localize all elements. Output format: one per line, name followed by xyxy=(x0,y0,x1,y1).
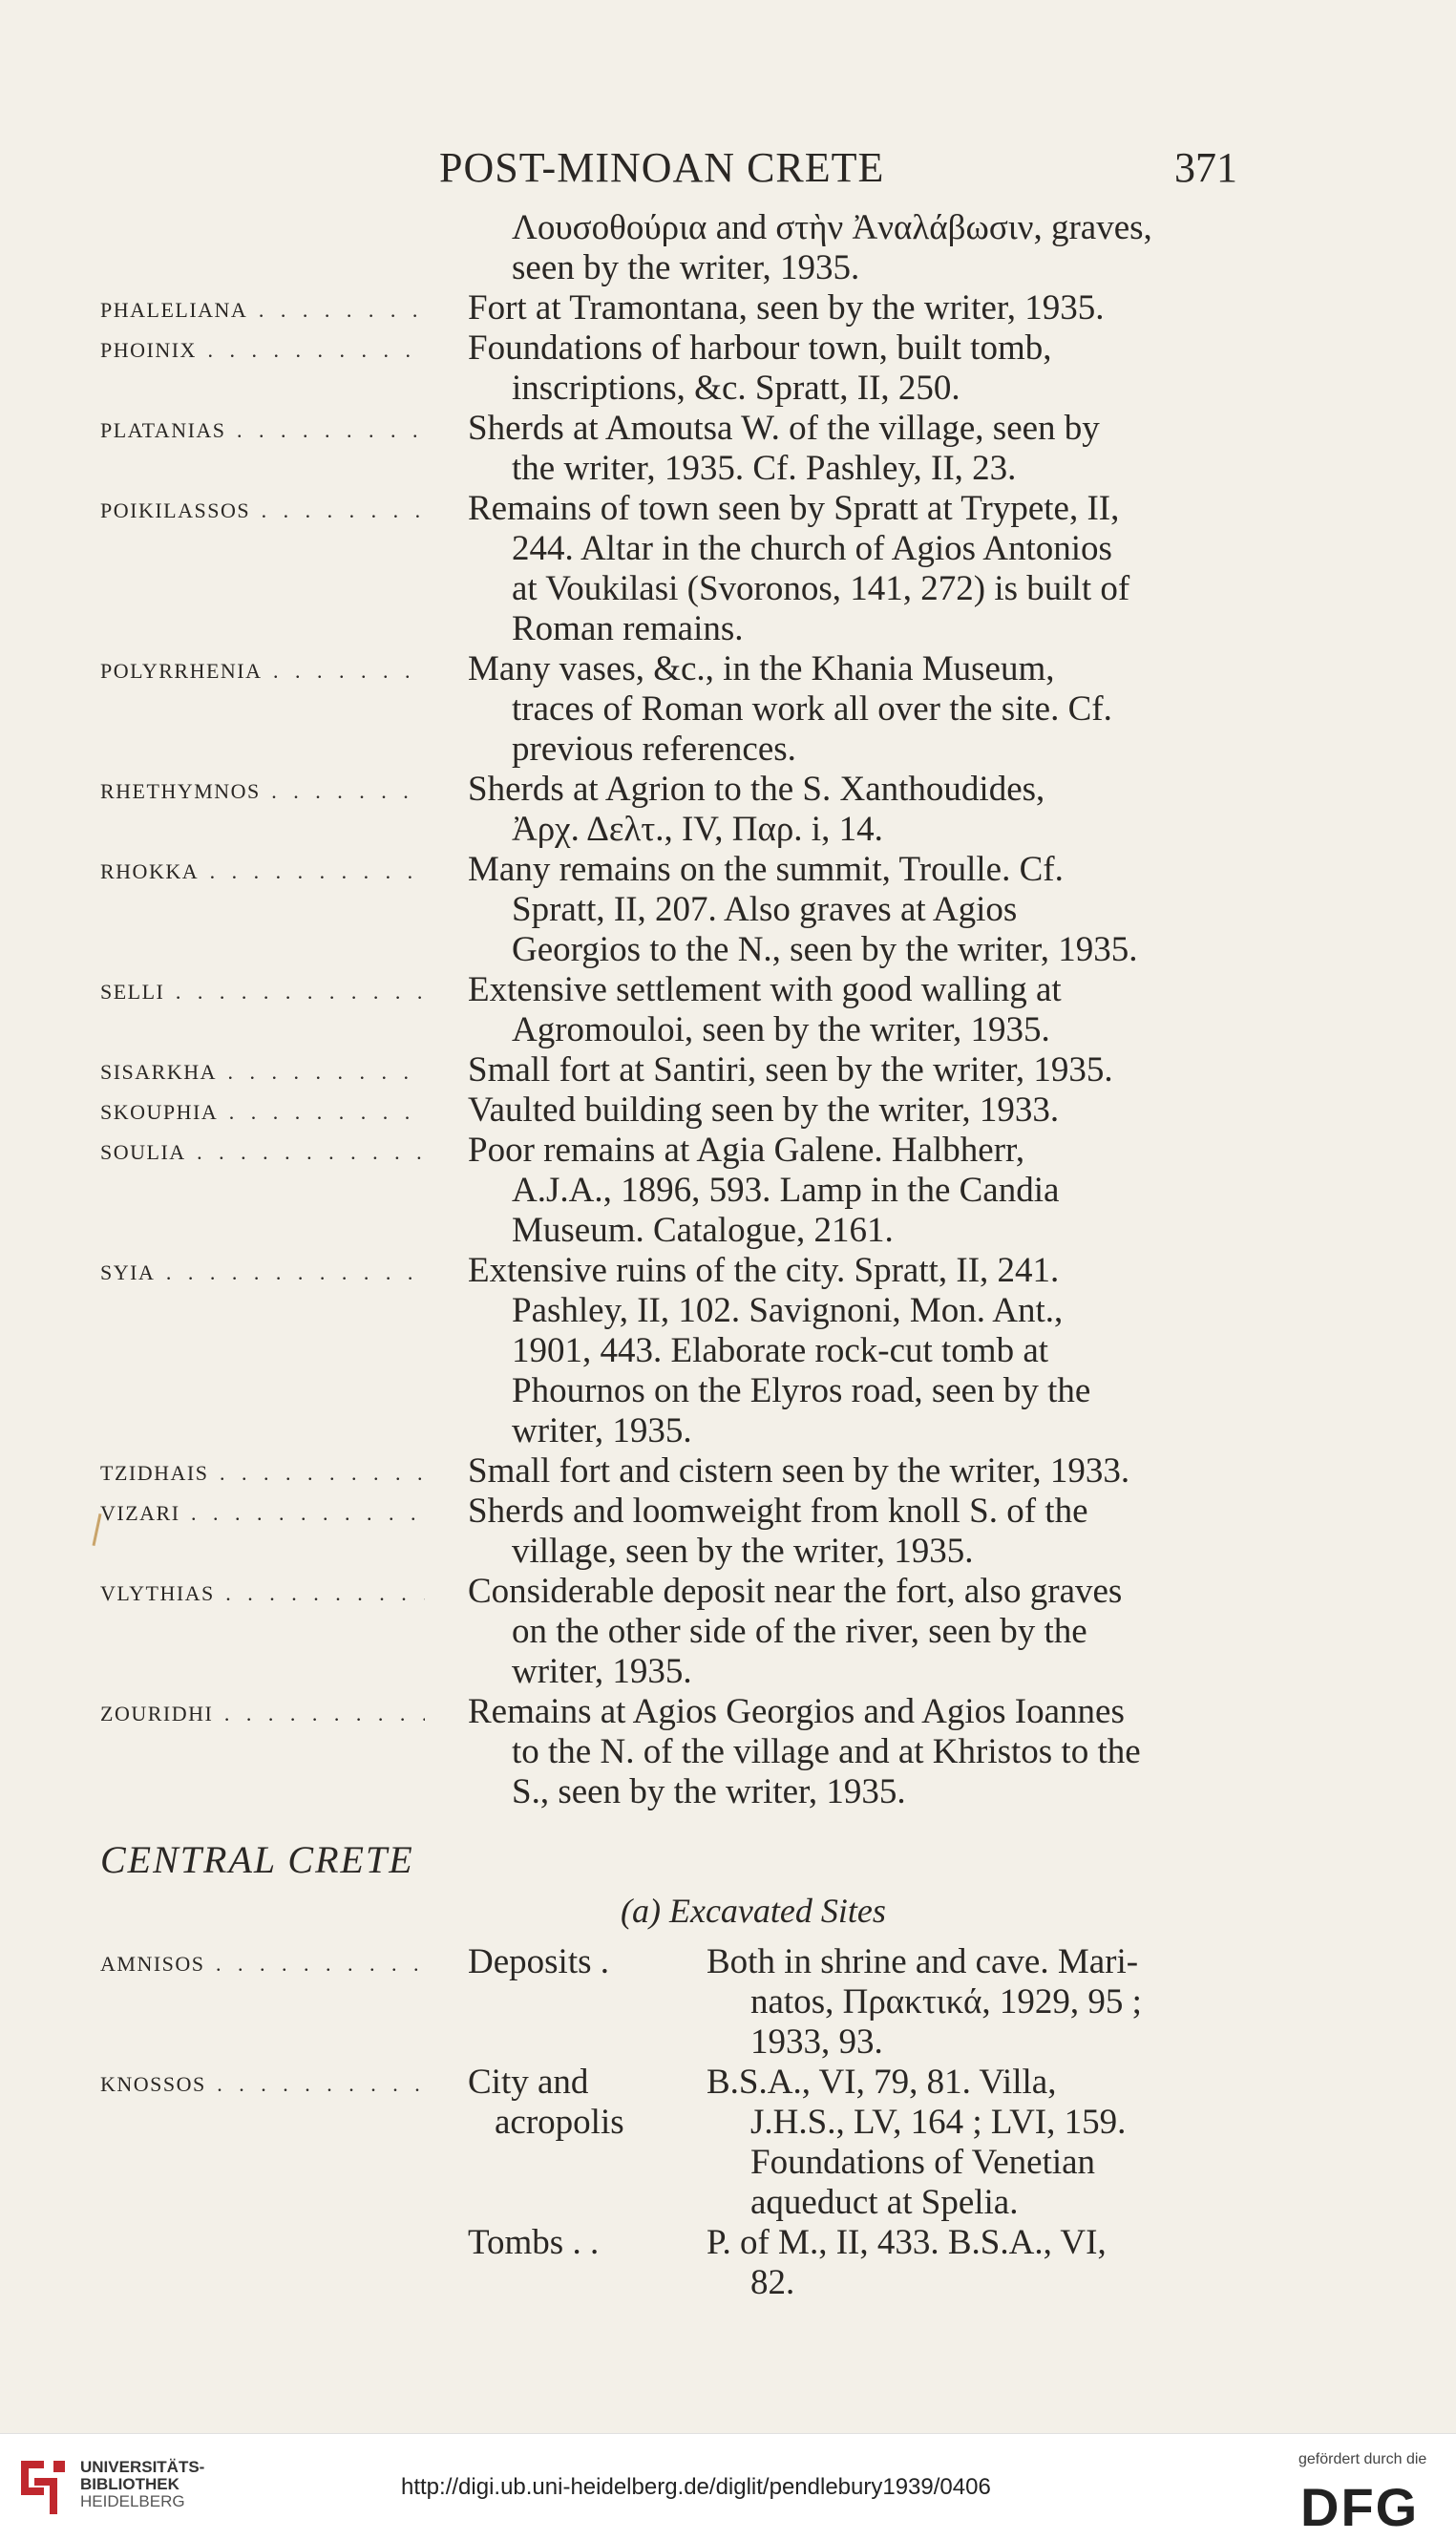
site-entry xyxy=(0,1251,1456,1451)
description-line: previous references. xyxy=(512,730,796,769)
description-line: inscriptions, &c. Spratt, II, 250. xyxy=(512,369,960,408)
running-head xyxy=(0,143,1456,201)
find-type xyxy=(468,2223,707,2263)
site-description xyxy=(468,208,1232,288)
site-name: ZOURIDHI . . xyxy=(100,1702,425,1726)
reference-line: 82. xyxy=(750,2263,795,2302)
reference-line: P. of M., II, 433. B.S.A., VI, xyxy=(707,2223,1107,2262)
description-line: Foundations of harbour town, built tomb, xyxy=(468,328,1052,368)
library-line-2: BIBLIOTHEK xyxy=(80,2475,179,2493)
site-name: SELLI . . xyxy=(100,980,425,1005)
site-description xyxy=(468,1572,1232,1692)
site-description xyxy=(468,1492,1232,1572)
description-line: Museum. Catalogue, 2161. xyxy=(512,1211,894,1250)
site-description xyxy=(468,1131,1232,1251)
site-name: PHOINIX . . xyxy=(100,338,425,363)
site-name: PHALELIANA . . xyxy=(100,298,425,323)
description-line: Roman remains. xyxy=(512,609,744,648)
description-line: Small fort and cistern seen by the writer, 1933. xyxy=(468,1451,1130,1491)
section-subtitle: (a) Excavated Sites xyxy=(621,1892,886,1930)
find-type-line: City and xyxy=(468,2063,589,2102)
site-name: PLATANIAS . . xyxy=(100,418,425,443)
site-entries xyxy=(0,208,1456,2303)
description-line: Sherds and loomweight from knoll S. of the xyxy=(468,1492,1088,1531)
reference-line: Foundations of Venetian xyxy=(750,2143,1096,2182)
description-line: Pashley, II, 102. Savignoni, Mon. Ant., xyxy=(512,1291,1064,1330)
library-line-3: HEIDELBERG xyxy=(80,2492,185,2510)
description-line: 1901, 443. Elaborate rock-cut tomb at xyxy=(512,1331,1049,1370)
site-entry xyxy=(0,1572,1456,1692)
site-name: RHOKKA . . xyxy=(100,859,425,884)
site-description xyxy=(468,1050,1232,1090)
site-entry xyxy=(0,850,1456,970)
description-line: writer, 1935. xyxy=(512,1411,692,1450)
description-line: Small fort at Santiri, seen by the writer, 1935. xyxy=(468,1050,1113,1090)
description-line: Remains at Agios Georgios and Agios Ioannes xyxy=(468,1692,1125,1731)
site-entry xyxy=(0,288,1456,328)
description-line: at Voukilasi (Svoronos, 141, 272) is built of xyxy=(512,569,1130,608)
site-entry xyxy=(0,1692,1456,1812)
description-line: to the N. of the village and at Khristos to the xyxy=(512,1732,1141,1771)
find-type-line: acropolis xyxy=(495,2103,624,2142)
site-description xyxy=(468,649,1232,770)
description-line: Sherds at Agrion to the S. Xanthoudides, xyxy=(468,770,1045,809)
site-entry xyxy=(0,1090,1456,1131)
site-name: SYIA . . xyxy=(100,1260,425,1285)
site-name: SISARKHA . . xyxy=(100,1060,425,1085)
site-description xyxy=(468,328,1232,409)
find-type-line: Deposits . xyxy=(468,1942,609,1981)
site-name: AMNISOS . . xyxy=(100,1952,425,1977)
site-description xyxy=(468,770,1232,850)
funded-by-label: gefördert durch die xyxy=(1298,2451,1427,2467)
university-logo-icon xyxy=(15,2455,71,2520)
dfg-logo: DFG xyxy=(1300,2477,1420,2537)
reference-line: Both in shrine and cave. Mari- xyxy=(707,1942,1139,1981)
description-line: A.J.A., 1896, 593. Lamp in the Candia xyxy=(512,1171,1060,1210)
site-name: RHETHYMNOS . . xyxy=(100,779,425,804)
site-entry xyxy=(0,649,1456,770)
reference-line: aqueduct at Spelia. xyxy=(750,2183,1019,2222)
excavated-site-row xyxy=(0,2063,1456,2223)
description-line: Remains of town seen by Spratt at Trypete, II, xyxy=(468,489,1120,528)
description-line: the writer, 1935. Cf. Pashley, II, 23. xyxy=(512,449,1017,488)
site-description xyxy=(468,1451,1232,1492)
description-line: Sherds at Amoutsa W. of the village, seen by xyxy=(468,409,1100,448)
description-line: Poor remains at Agia Galene. Halbherr, xyxy=(468,1131,1025,1170)
site-description xyxy=(468,409,1232,489)
site-description xyxy=(468,288,1232,328)
description-line: traces of Roman work all over the site. Cf. xyxy=(512,689,1112,729)
site-name: VIZARI . . xyxy=(100,1501,425,1526)
site-name: VLYTHIAS . . xyxy=(100,1581,425,1606)
excavated-site-row xyxy=(0,2223,1456,2303)
description-line: Many remains on the summit, Troulle. Cf. xyxy=(468,850,1064,889)
description-line: Many vases, &c., in the Khania Museum, xyxy=(468,649,1055,688)
excavated-site-row xyxy=(0,1942,1456,2063)
find-type xyxy=(468,1942,707,1982)
description-line: Spratt, II, 207. Also graves at Agios xyxy=(512,890,1018,929)
site-name: SKOUPHIA . . xyxy=(100,1100,425,1125)
reference-line: natos, Πρακτικά, 1929, 95 ; xyxy=(750,1982,1142,2021)
page-title: POST-MINOAN CRETE xyxy=(439,144,885,191)
site-name: TZIDHAIS . . xyxy=(100,1461,425,1486)
references xyxy=(707,2063,1232,2223)
site-entry xyxy=(0,770,1456,850)
site-description xyxy=(468,970,1232,1050)
site-name: SOULIA . . xyxy=(100,1140,425,1165)
site-entry xyxy=(0,970,1456,1050)
site-entry xyxy=(0,409,1456,489)
description-line: Extensive ruins of the city. Spratt, II, 241. xyxy=(468,1251,1060,1290)
site-description xyxy=(468,850,1232,970)
site-entry xyxy=(0,328,1456,409)
references xyxy=(707,2223,1232,2303)
description-line: S., seen by the writer, 1935. xyxy=(512,1772,906,1811)
description-line: village, seen by the writer, 1935. xyxy=(512,1532,974,1571)
description-line: on the other side of the river, seen by the xyxy=(512,1612,1087,1651)
library-line-1: UNIVERSITÄTS- xyxy=(80,2458,205,2476)
site-name: POIKILASSOS . . xyxy=(100,498,425,523)
description-line: Vaulted building seen by the writer, 1933. xyxy=(468,1090,1060,1130)
site-description xyxy=(468,1090,1232,1131)
site-description xyxy=(468,489,1232,649)
description-line: Georgios to the N., seen by the writer, 1935. xyxy=(512,930,1138,969)
footer-bar xyxy=(0,2433,1456,2540)
site-name: POLYRRHENIA . . xyxy=(100,659,425,684)
description-line: 244. Altar in the church of Agios Antonios xyxy=(512,529,1112,568)
description-line: writer, 1935. xyxy=(512,1652,692,1691)
library-name xyxy=(80,2459,204,2510)
site-entry xyxy=(0,489,1456,649)
description-line: Phournos on the Elyros road, seen by the xyxy=(512,1371,1091,1410)
site-entry xyxy=(0,1451,1456,1492)
site-entry xyxy=(0,1131,1456,1251)
description-line: Ἀρχ. Δελτ., IV, Παρ. i, 14. xyxy=(512,810,883,849)
find-type-line: Tombs . . xyxy=(468,2223,600,2262)
digital-library-link[interactable]: http://digi.ub.uni-heidelberg.de/diglit/pendlebury1939/0406 xyxy=(401,2474,991,2500)
description-line: Λουσοθούρια and στὴν Ἀναλάβωσιν, graves, xyxy=(512,208,1152,247)
site-entry xyxy=(0,208,1456,288)
description-line: seen by the writer, 1935. xyxy=(512,248,860,287)
site-description xyxy=(468,1692,1232,1812)
reference-line: B.S.A., VI, 79, 81. Villa, xyxy=(707,2063,1057,2102)
description-line: Extensive settlement with good walling at xyxy=(468,970,1062,1009)
site-description xyxy=(468,1251,1232,1451)
section-title: CENTRAL CRETE xyxy=(100,1838,414,1881)
reference-line: 1933, 93. xyxy=(750,2022,883,2062)
site-entry xyxy=(0,1050,1456,1090)
description-line: Agromouloi, seen by the writer, 1935. xyxy=(512,1010,1050,1049)
reference-line: J.H.S., LV, 164 ; LVI, 159. xyxy=(750,2103,1127,2142)
description-line: Considerable deposit near the fort, also graves xyxy=(468,1572,1123,1611)
site-entry xyxy=(0,1492,1456,1572)
site-name: KNOSSOS . . xyxy=(100,2072,425,2097)
description-line: Fort at Tramontana, seen by the writer, 1935. xyxy=(468,288,1105,328)
find-type xyxy=(468,2063,707,2143)
references xyxy=(707,1942,1232,2063)
page-number: 371 xyxy=(1174,144,1237,191)
